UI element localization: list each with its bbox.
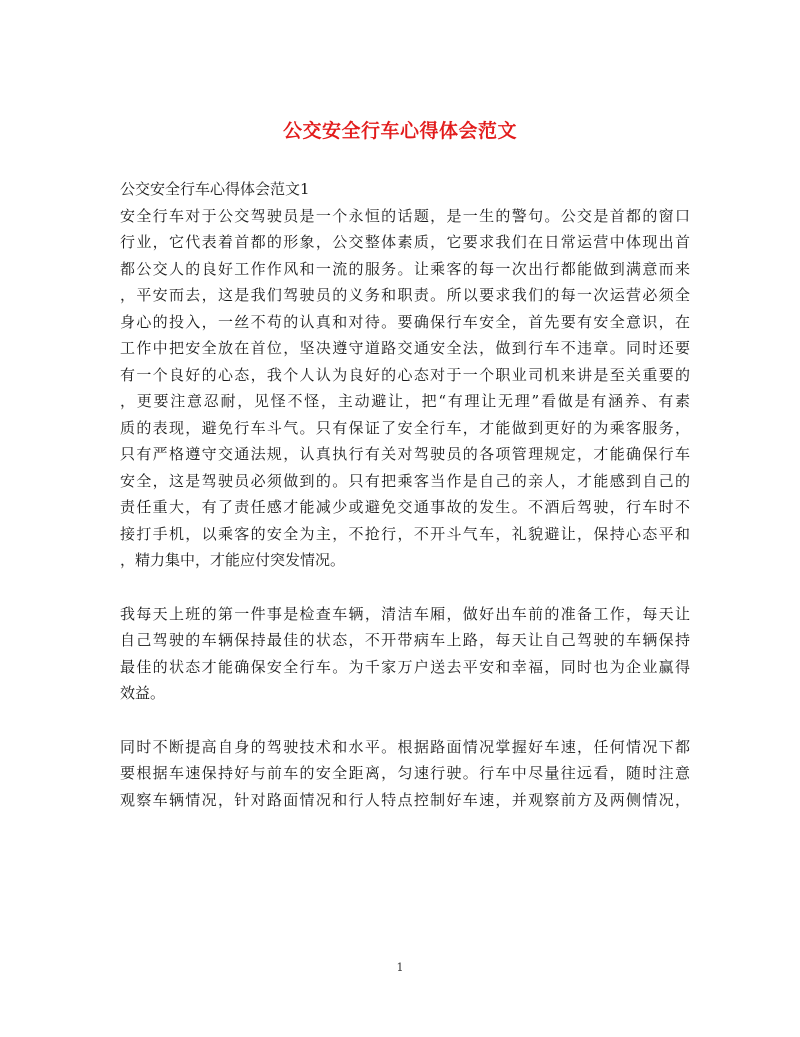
paragraph-line: 责任重大，有了责任感才能减少或避免交通事故的发生。不酒后驾驶，行车时不 (120, 498, 690, 516)
paragraph-line: 自己驾驶的车辆保持最佳的状态，不开带病车上路，每天让自己驾驶的车辆保持 (120, 631, 690, 649)
paragraph-2 (120, 601, 690, 707)
paragraph-line: ，更要注意忍耐，见怪不怪，主动避让，把“有理让无理”看做是有涵养、有素 (120, 392, 690, 410)
paragraph-line: 最佳的状态才能确保安全行车。为千家万户送去平安和幸福，同时也为企业赢得 (120, 657, 690, 676)
paragraph-line: 有一个良好的心态，我个人认为良好的心态对于一个职业司机来讲是至关重要的 (120, 365, 690, 384)
paragraph-3 (120, 734, 690, 814)
paragraph-line: 工作中把安全放在首位，坚决遵守道路交通安全法，做到行车不违章。同时还要 (120, 339, 690, 357)
paragraph-line: 安全，这是驾驶员必须做到的。只有把乘客当作是自己的亲人，才能感到自己的 (120, 471, 690, 490)
paragraph-line: 同时不断提高自身的驾驶技术和水平。根据路面情况掌握好车速，任何情况下都 (120, 737, 690, 756)
page-number: 1 (396, 961, 404, 974)
paragraph-line: 都公交人的良好工作作风和一流的服务。让乘客的每一次出行都能做到满意而来 (120, 259, 690, 278)
section-heading: 公交安全行车心得体会范文1 (120, 180, 310, 198)
paragraph-line: 只有严格遵守交通法规，认真执行有关对驾驶员的各项管理规定，才能确保行车 (120, 445, 690, 463)
document-body (120, 176, 690, 813)
paragraph-line: 效益。 (120, 684, 166, 702)
paragraph-line: 质的表现，避免行车斗气。只有保证了安全行车，才能做到更好的为乘客服务， (120, 418, 690, 437)
paragraph-spacer (120, 707, 690, 734)
paragraph-1 (120, 203, 690, 574)
paragraph-line: 行业，它代表着首都的形象，公交整体素质，它要求我们在日常运营中体现出首 (120, 233, 690, 251)
paragraph-line: 我每天上班的第一件事是检查车辆，清洁车厢，做好出车前的准备工作，每天让 (120, 604, 690, 623)
document-title: 公交安全行车心得体会范文 (282, 120, 517, 142)
paragraph-line: 要根据车速保持好与前车的安全距离，匀速行驶。行车中尽量往远看，随时注意 (120, 764, 690, 782)
paragraph-line: ，平安而去，这是我们驾驶员的义务和职责。所以要求我们的每一次运营必须全 (120, 286, 690, 304)
paragraph-line: 身心的投入，一丝不苟的认真和对待。要确保行车安全，首先要有安全意识，在 (120, 312, 690, 331)
paragraph-line: 观察车辆情况，针对路面情况和行人特点控制好车速，并观察前方及两侧情况， (120, 790, 690, 809)
paragraph-line: 安全行车对于公交驾驶员是一个永恒的话题，是一生的警句。公交是首都的窗口 (120, 206, 690, 225)
paragraph-spacer (120, 574, 690, 601)
paragraph-line: ，精力集中，才能应付突发情况。 (120, 551, 346, 569)
paragraph-line: 接打手机，以乘客的安全为主，不抢行，不开斗气车，礼貌避让，保持心态平和 (120, 524, 690, 543)
